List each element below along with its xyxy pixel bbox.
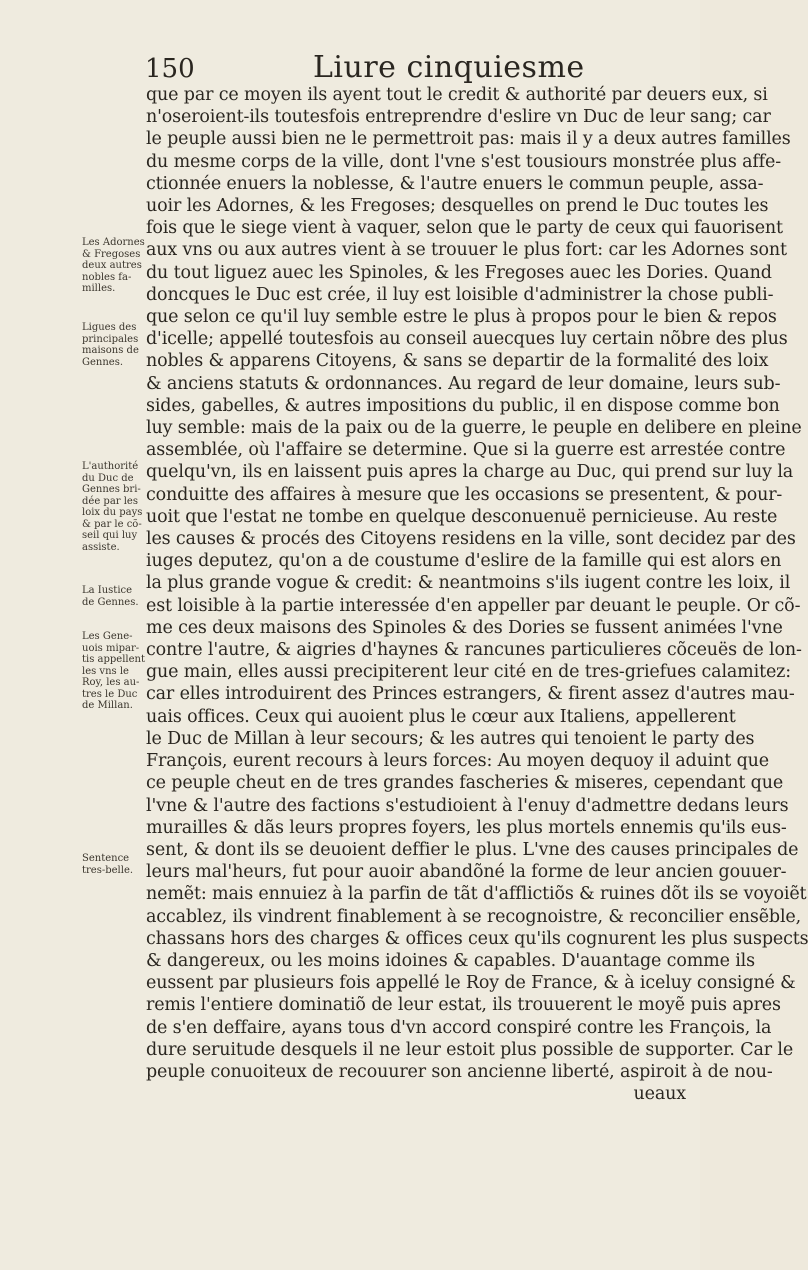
page-number: 150 [145,54,195,84]
margin-note-line: deux autres [82,260,142,271]
margin-note-line: de Millan. [82,700,133,711]
text-line: gue main, elles aussi precipiterent leur cité en de tres-griefues calamitez: [146,662,791,683]
margin-note-line: maisons de [82,345,139,356]
text-line: luy semble: mais de la paix ou de la guerre, le peuple en delibere en pleine [146,418,802,439]
text-line: n'oseroient-ils toutesfois entreprendre d'eslire vn Duc de leur sang; car [146,107,771,128]
margin-note-adornes [82,237,145,295]
margin-note-line: assiste. [82,541,120,553]
margin-note-line: de Gennes. [82,596,139,608]
text-line: du mesme corps de la ville, dont l'vne s'est tousiours monstrée plus affe- [146,151,781,172]
margin-note-line: & Fregoses [82,248,141,260]
margin-note-line: La Iustice [82,585,133,596]
text-line: leurs mal'heurs, fut pour auoir abandõné la forme de leur ancien gouuer- [146,862,787,883]
text-line: ctionnée enuers la noblesse, & l'autre enuers le commun peuple, assa- [146,173,764,194]
margin-note-line: Sentence [82,853,130,864]
text-line: les causes & procés des Citoyens residens en la ville, sont decidez par des [146,529,796,550]
margin-note-line: les vns le [82,665,129,677]
margin-note-line: dée par les [82,495,138,507]
margin-note-line: tis appellent [82,654,145,665]
text-line: remis l'entiere dominatiõ de leur estat, ils trouuerent le moyẽ puis apres [146,995,781,1016]
margin-note-line: milles. [82,283,116,294]
text-line: que selon ce qu'il luy semble estre le plus à propos pour le bien & repos [146,307,777,328]
text-line: le peuple aussi bien ne le permettroit pas: mais il y a deux autres familles [146,129,791,150]
text-line: sides, gabelles, & autres impositions du public, il en dispose comme bon [146,395,780,416]
body-text [146,84,808,1105]
text-line: quelqu'vn, ils en laissent puis apres la charge au Duc, qui prend sur luy la [146,462,794,483]
text-line: car elles introduirent des Princes estrangers, & firent assez d'autres mau- [146,684,795,705]
text-line: chassans hors des charges & offices ceux qu'ils cognurent les plus suspects [146,928,808,949]
text-line: ce peuple cheut en de tres grandes fascheries & miseres, cependant que [146,773,784,794]
margin-note-line: Roy, les au- [82,677,140,688]
margin-note-line: tres le Duc [82,688,138,700]
text-line: iuges deputez, qu'on a de coustume d'eslire de la famille qui est alors en [146,551,782,572]
margin-note-line: & par le cõ- [82,518,142,530]
text-line: que par ce moyen ils ayent tout le credit & authorité par deuers eux, si [146,85,768,105]
text-line: est loisible à la partie interessée d'en appeller par deuant le peuple. Or cõ- [146,595,801,616]
text-line: sent, & dont ils se deuoient deffier le plus. L'vne des causes principales de [146,839,799,860]
text-line: eussent par plusieurs fois appellé le Roy de France, & à iceluy consigné & [146,973,796,994]
margin-note-geneuois [82,631,145,712]
text-line: fois que le siege vient à vaquer, selon que le party de ceux qui fauorisent [146,218,783,239]
margin-note-line: L'authorité [82,461,139,472]
text-line: doncques le Duc est crée, il luy est loisible d'administrer la chose publi- [146,284,774,305]
text-line: murailles & dãs leurs propres foyers, les plus mortels ennemis qu'ils eus- [146,817,787,838]
margin-note-iustice [82,585,140,608]
margin-note-line: loix du pays [82,507,143,518]
margin-note-line: tres-belle. [82,864,134,876]
margin-note-line: seil qui luy [82,530,138,541]
text-line: nemẽt: mais ennuiez à la parfin de tãt d'afflictiõs & ruines dõt ils se voyoiẽt [146,884,807,905]
text-line: dure seruitude desquels il ne leur estoit plus possible de supporter. Car le [146,1039,794,1060]
text-line: peuple conuoiteux de recouurer son ancienne liberté, aspiroit à de nou- [146,1061,773,1082]
running-title: Liure cinquiesme [313,50,585,85]
margin-note-line: Les Adornes [82,237,145,248]
text-line: conduitte des affaires à mesure que les occasions se presentent, & pour- [146,484,783,505]
text-line: uoit que l'estat ne tombe en quelque desconuenuë pernicieuse. Au reste [146,506,778,527]
text-line: uais offices. Ceux qui auoient plus le cœur aux Italiens, appellerent [146,706,736,727]
text-line: le Duc de Millan à leur secours; & les autres qui tenoient le party des [146,728,755,749]
margin-note-line: nobles fa- [82,271,132,283]
text-line: uoir les Adornes, & les Fregoses; desquelles on prend le Duc toutes les [146,196,769,217]
margin-note-sentence [82,853,140,876]
text-line: assemblée, où l'affaire se determine. Que si la guerre est arrestée contre [146,440,786,461]
text-line: François, eurent recours à leurs forces: Au moyen dequoy il aduint que [146,751,769,772]
text-line: me ces deux maisons des Spinoles & des Dories se fussent animées l'vne [146,617,783,638]
text-line: accablez, ils vindrent finablement à se recognoistre, & reconcilier ensẽble, [146,906,802,927]
margin-note-line: Les Gene- [82,631,133,642]
margin-note-line: Gennes. [82,356,124,368]
text-line: contre l'autre, & aigries d'haynes & rancunes particulieres cõceuës de lon- [146,640,802,661]
text-line: nobles & apparens Citoyens, & sans se departir de la formalité des loix [146,351,769,372]
text-line: & anciens statuts & ordonnances. Au regard de leur domaine, leurs sub- [146,373,781,394]
margin-note-line: uois mipar- [82,642,140,654]
margin-note-line: Gennes bri- [82,484,141,495]
margin-note-ligues [82,322,140,368]
text-line: de s'en deffaire, ayans tous d'vn accord conspiré contre les François, la [146,1017,772,1038]
margin-note-authorite [82,461,143,553]
margin-note-line: Ligues des [82,322,137,333]
margin-note-line: principales [82,333,139,345]
text-line: la plus grande vogue & credit: & neantmoins s'ils iugent contre les loix, il [146,573,791,594]
text-line: d'icelle; appellé toutesfois au conseil auecques luy certain nõbre des plus [146,329,788,350]
text-line: du tout liguez auec les Spinoles, & les Fregoses auec les Dories. Quand [146,262,772,283]
text-line: & dangereux, ou les moins idoines & capables. D'auantage comme ils [146,950,755,971]
text-line: l'vne & l'autre des factions s'estudioient à l'enuy d'admettre dedans leurs [146,795,789,816]
margin-note-line: du Duc de [82,472,134,484]
text-line: ueaux [633,1084,686,1105]
text-line: aux vns ou aux autres vient à se trouuer le plus fort: car les Adornes sont [146,240,787,261]
